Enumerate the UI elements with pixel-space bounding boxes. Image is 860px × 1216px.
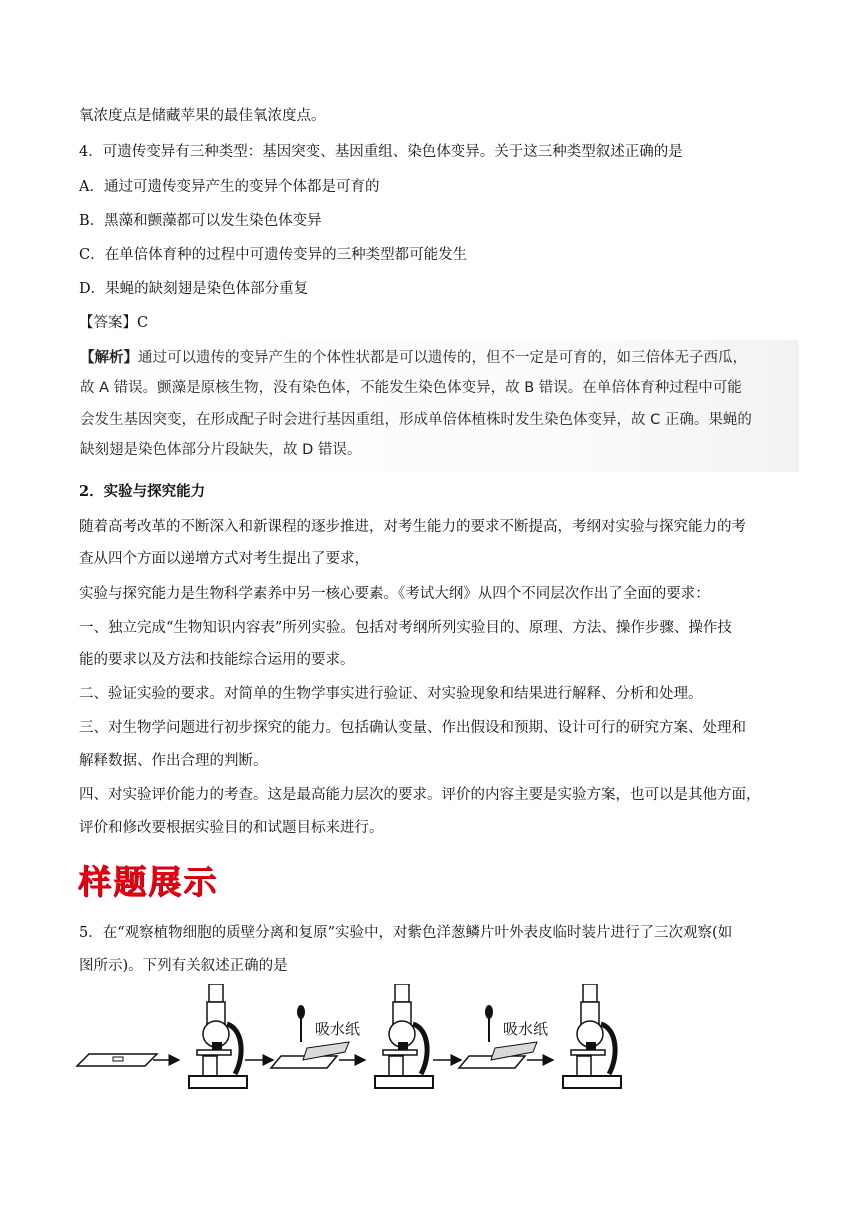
analysis-line-4: 缺刻翅是染色体部分片段缺失，故 D 错误。: [80, 442, 362, 458]
option-b: B．黑藻和颤藻都可以发生染色体变异: [79, 213, 322, 229]
experiment-figure: [75, 984, 635, 1094]
paragraph-line: 实验与探究能力是生物科学素养中另一核心要素。《考试大纲》从四个不同层次作出了全面的要求：: [79, 586, 710, 602]
option-d: D．果蝇的缺刻翅是染色体部分重复: [79, 281, 309, 297]
text-line: 氧浓度点是储藏苹果的最佳氧浓度点。: [79, 108, 326, 124]
paragraph-line: 三、对生物学问题进行初步探究的能力。包括确认变量、作出假设和预期、设计可行的研究方案、处理和: [79, 720, 746, 736]
paragraph-line: 一、独立完成“生物知识内容表”所列实验。包括对考纲所列实验目的、原理、方法、操作步骤、操作技: [79, 620, 732, 636]
analysis-tag: 【解析】: [80, 350, 138, 366]
answer: 【答案】C: [79, 315, 149, 331]
question-5-line-2: 图所示)。下列有关叙述正确的是: [79, 958, 288, 974]
microscope-icon: [563, 984, 621, 1088]
microscope-icon: [189, 984, 247, 1088]
paragraph-line: 能的要求以及方法和技能综合运用的要求。: [79, 652, 355, 668]
option-a: A．通过可遗传变异产生的变异个体都是可育的: [79, 179, 380, 195]
figure-label-blotting-paper: 吸水纸: [503, 1020, 549, 1038]
analysis-block: [79, 340, 799, 472]
slide-icon: [77, 1054, 157, 1066]
paragraph-line: 评价和修改要根据实验目的和试题目标来进行。: [79, 820, 384, 836]
microscope-icon: [375, 984, 433, 1088]
section-heading: 2．实验与探究能力: [79, 483, 206, 500]
slide-with-paper-icon: [271, 1042, 349, 1068]
slide-with-paper-icon: [459, 1042, 537, 1068]
question-5-line-1: 5．在“观察植物细胞的质壁分离和复原”实验中，对紫色洋葱鳞片叶外表皮临时装片进行了三次观察(如: [79, 925, 733, 941]
paragraph-line: 随着高考改革的不断深入和新课程的逐步推进，对考生能力的要求不断提高，考纲对实验与探究能力的考: [79, 519, 746, 535]
sample-question-banner: 样题展示: [78, 862, 218, 901]
paragraph-line: 四、对实验评价能力的考查。这是最高能力层次的要求。评价的内容主要是实验方案，也可以是其他方面，: [79, 787, 761, 803]
paragraph-line: 解释数据、作出合理的判断。: [79, 753, 268, 769]
dropper-icon: [485, 1005, 493, 1042]
dropper-icon: [297, 1005, 305, 1042]
figure-label-blotting-paper: 吸水纸: [315, 1020, 361, 1038]
analysis-line-1: 通过可以遗传的变异产生的个体性状都是可以遗传的，但不一定是可育的，如三倍体无子西瓜，: [138, 350, 747, 366]
option-c: C．在单倍体育种的过程中可遗传变异的三种类型都可能发生: [79, 247, 468, 263]
analysis-line-2: 故 A 错误。颤藻是原核生物，没有染色体，不能发生染色体变异，故 B 错误。在单倍体育种过程中可能: [80, 380, 742, 396]
analysis-line-3: 会发生基因突变，在形成配子时会进行基因重组，形成单倍体植株时发生染色体变异，故 C 正确。果蝇的: [80, 412, 752, 428]
question-4: 4．可遗传变异有三种类型：基因突变、基因重组、染色体变异。关于这三种类型叙述正确的是: [79, 144, 683, 160]
paragraph-line: 查从四个方面以递增方式对考生提出了要求，: [79, 551, 369, 567]
paragraph-line: 二、验证实验的要求。对简单的生物学事实进行验证、对实验现象和结果进行解释、分析和处理。: [79, 686, 703, 702]
